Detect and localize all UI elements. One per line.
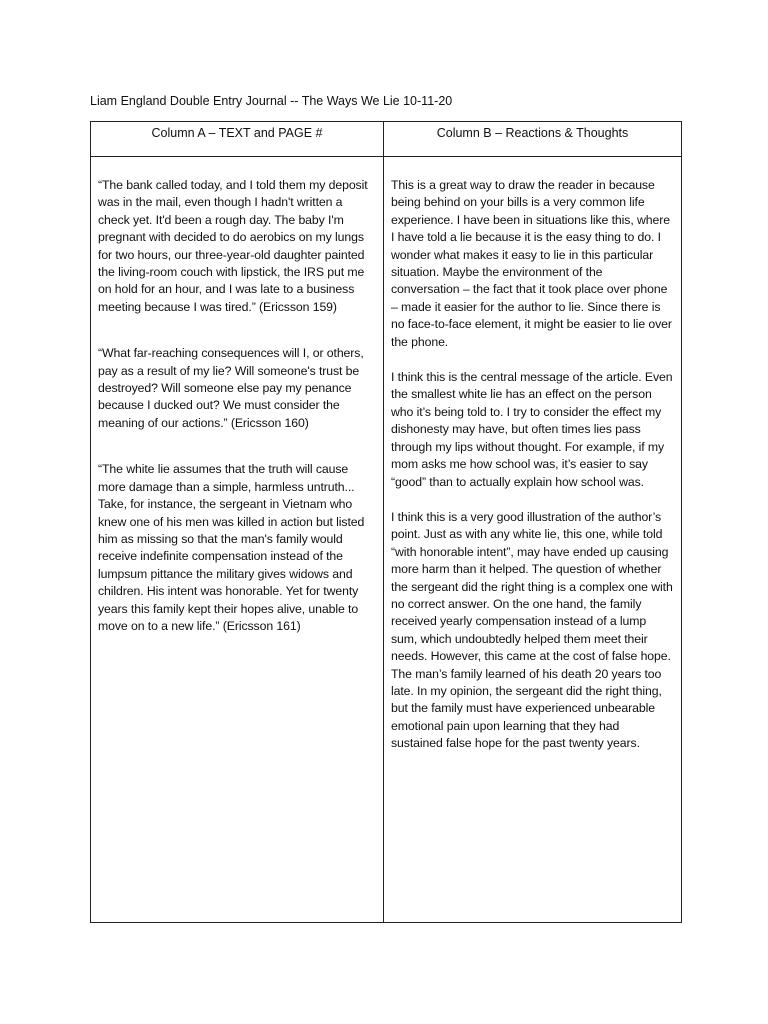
entry-spacer bbox=[391, 491, 674, 509]
table-header-row bbox=[91, 122, 682, 157]
column-a-cell bbox=[91, 157, 384, 923]
table-body-row bbox=[91, 157, 682, 923]
page-title: Liam England Double Entry Journal -- The Ways We Lie 10-11-20 bbox=[90, 94, 453, 108]
column-a-entry-1: “The bank called today, and I told them my deposit was in the mail, even though I hadn't written a check yet. It'd been a rough day. The baby I'm pregnant with decided to do aerobics on my lungs for two hours, our three-year-old daughter painted the living-room couch with lipstick, the IRS put me on hold for an hour, and I was late to a business meeting because I was tired.” (Ericsson 159) bbox=[98, 178, 368, 314]
column-b-cell bbox=[384, 157, 682, 923]
entry-spacer bbox=[391, 351, 674, 369]
column-a-entry-3: “The white lie assumes that the truth will cause more damage than a simple, harmless untruth... Take, for instance, the sergeant in Vietnam who knew one of his men was killed in action but listed him as missing so that the man's family would receive indefinite compensation instead of the lumpsum pittance the military gives widows and children. His intent was honorable. Yet for twenty years this family kept their hopes alive, unable to move on to a new life.” (Ericsson 161) bbox=[98, 462, 365, 633]
column-a-entry-2: “What far-reaching consequences will I, or others, pay as a result of my lie? Will someone's trust be destroyed? Will someone else pay my penance because I ducked out? We must consider the meaning of our actions.” (Ericsson 160) bbox=[98, 346, 364, 430]
entry-spacer bbox=[98, 316, 376, 345]
column-b-entry-1: This is a great way to draw the reader in because being behind on your bills is a very common life experience. I have been in situations like this, where I have told a lie because it is the easy thing to do. I wonder what makes it easy to lie in this particular situation. Maybe the environment of the conversation – the fact that it took place over phone – made it easier for the author to lie. Since there is no face-to-face element, it might be easier to lie over the phone. bbox=[391, 178, 672, 349]
column-b-entry-2: I think this is the central message of the article. Even the smallest white lie has an effect on the person who it’s being told to. I try to consider the effect my dishonesty may have, but often times lies pass through my lips without thought. For example, if my mom asks me how school was, it’s easier to say “good” than to actually explain how school was. bbox=[391, 370, 673, 489]
column-a-header: Column A – TEXT and PAGE # bbox=[91, 122, 384, 157]
column-b-entry-3: I think this is a very good illustration of the author’s point. Just as with any white lie, this one, while told “with honorable intent”, may have ended up causing more harm than it helped. The question of whether the sergeant did the right thing is a complex one with no correct answer. On the one hand, the family received yearly compensation instead of a lump sum, which undoubtedly helped them meet their needs. However, this came at the cost of false hope. The man’s family learned of his death 20 years too late. In my opinion, the sergeant did the right thing, but the family must have experienced unbearable emotional pain upon learning that they had sustained false hope for the past twenty years. bbox=[391, 509, 673, 751]
journal-table bbox=[90, 121, 682, 923]
column-b-header: Column B – Reactions & Thoughts bbox=[384, 122, 682, 157]
entry-spacer bbox=[98, 432, 376, 461]
